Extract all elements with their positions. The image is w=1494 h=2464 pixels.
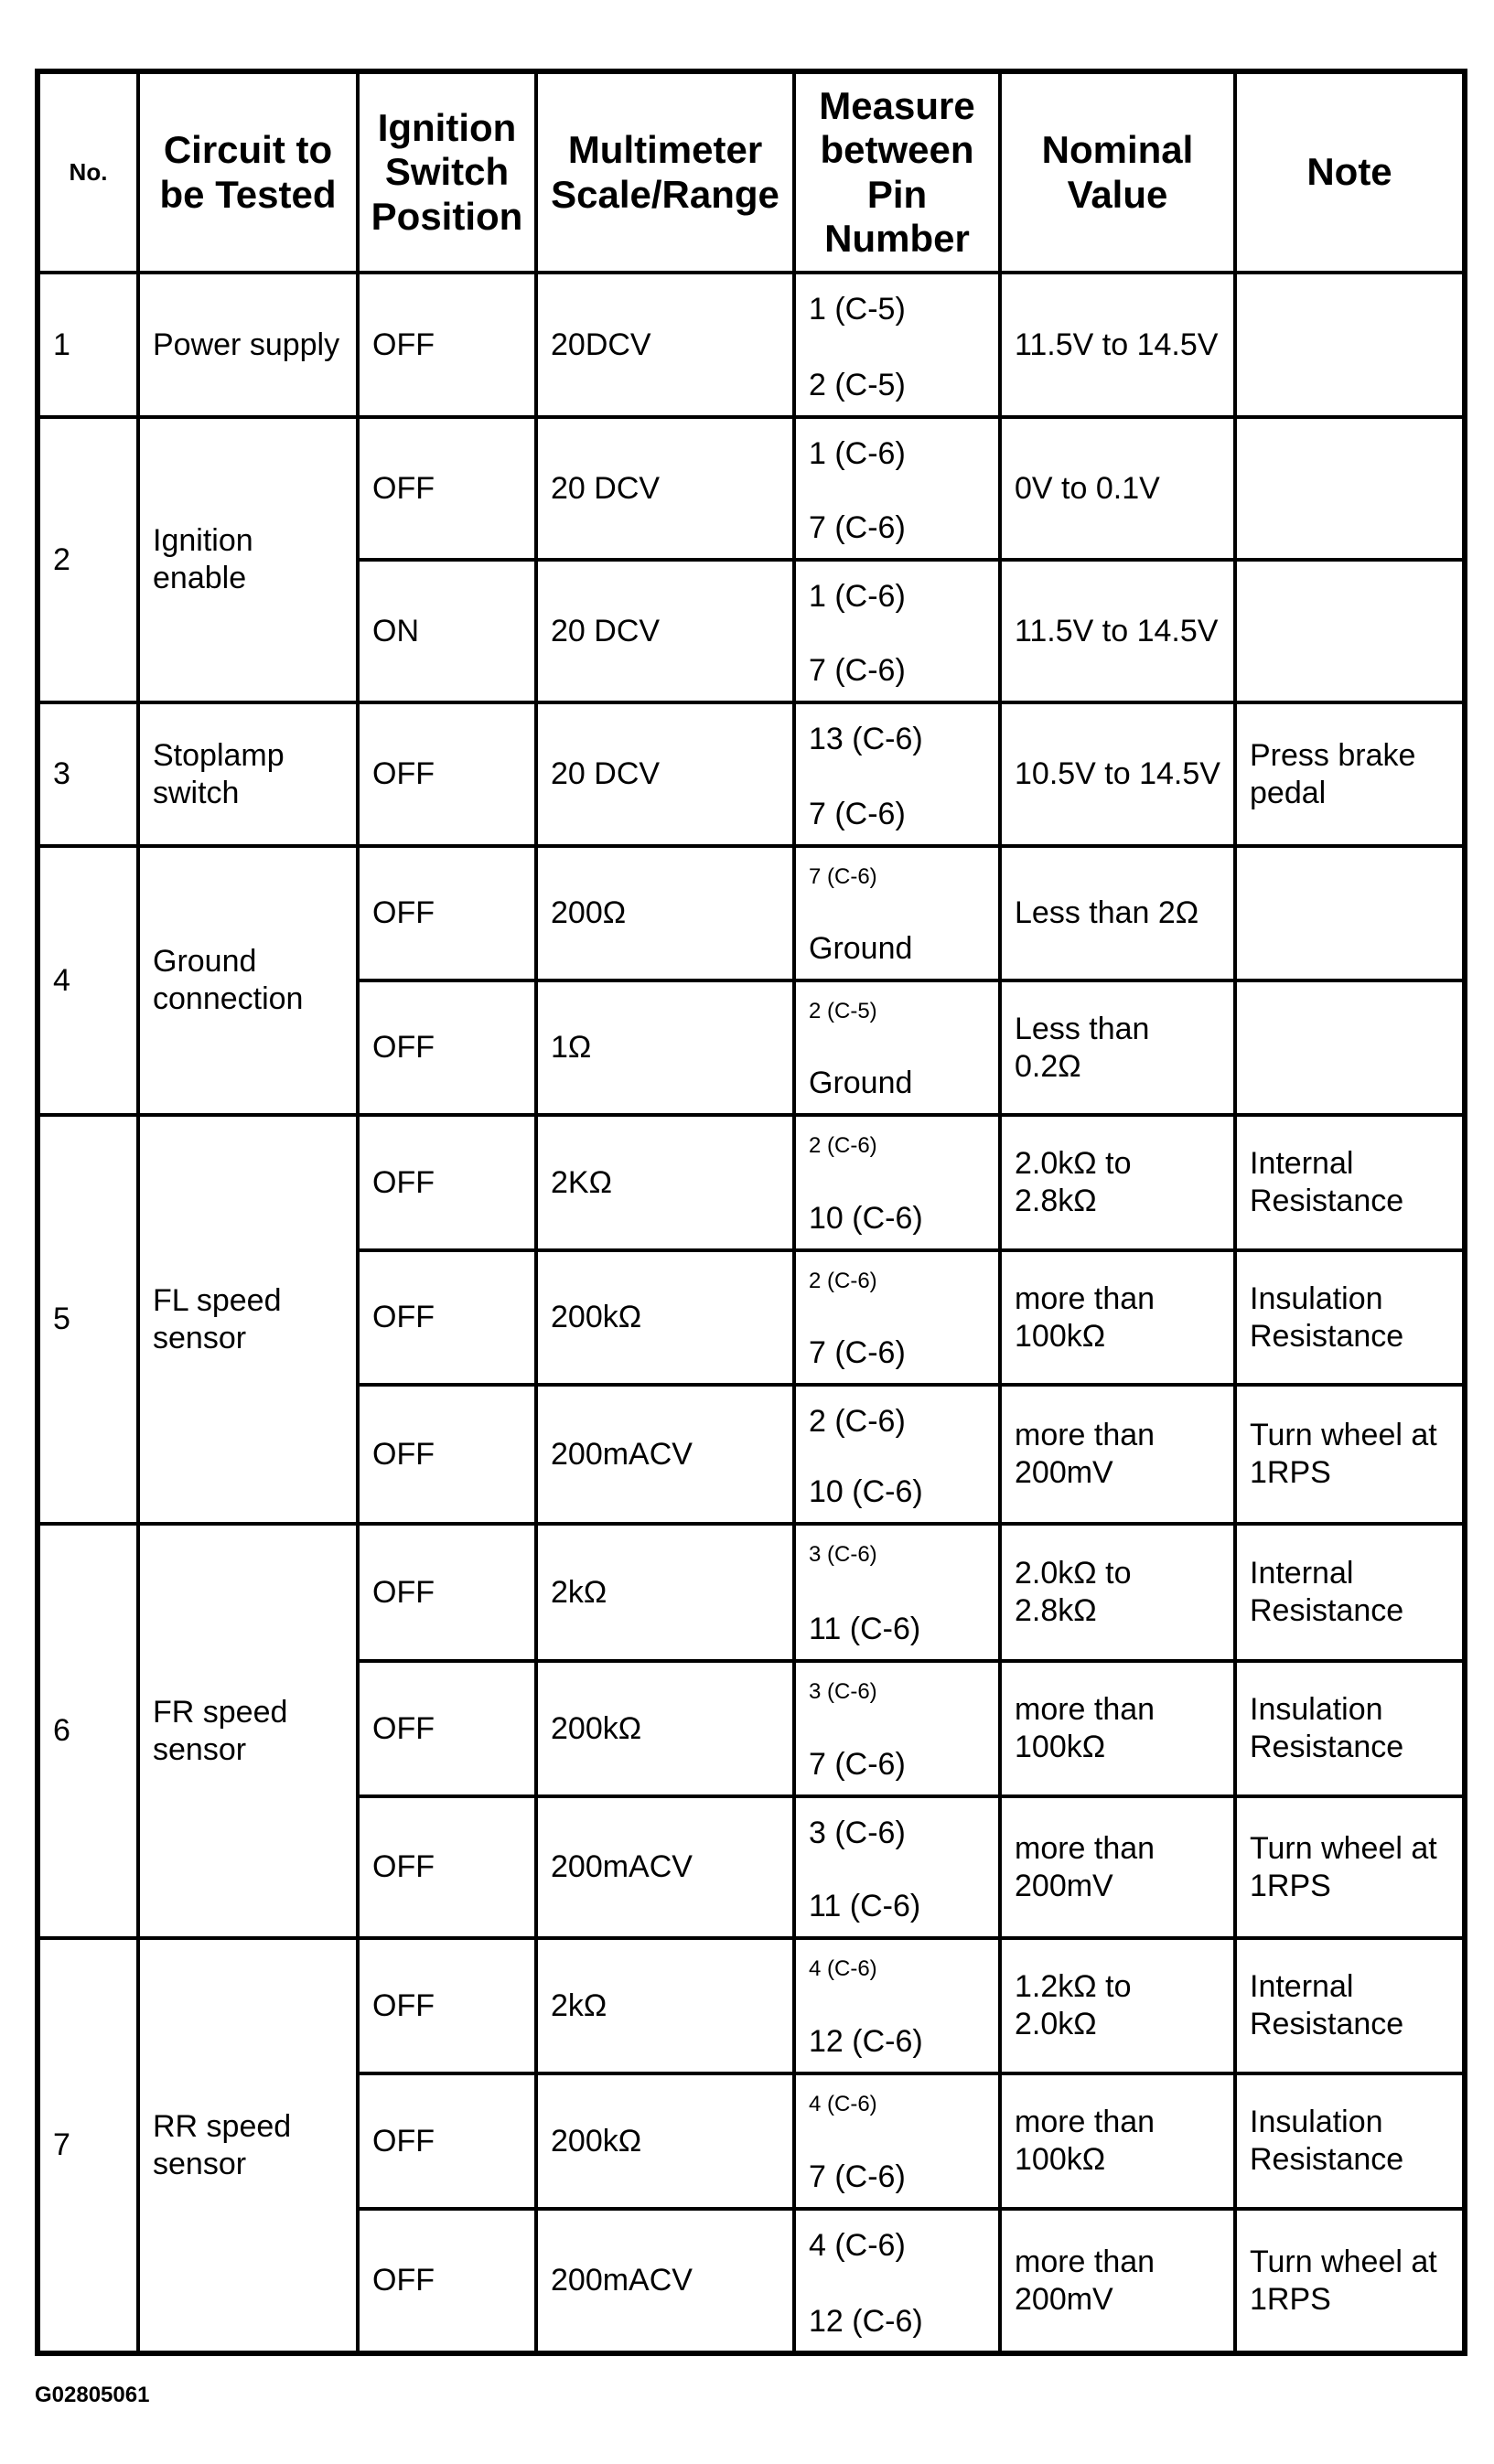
cell-no: 5: [38, 1115, 138, 1524]
cell-pins: [794, 1115, 1000, 1250]
figure-id: G02805061: [35, 2383, 150, 2407]
cell-ignition: OFF: [358, 1115, 536, 1250]
cell-ignition: OFF: [358, 273, 536, 417]
table-body: [38, 273, 1465, 2353]
cell-circuit: FL speed sensor: [138, 1115, 358, 1524]
cell-note: [1235, 273, 1465, 417]
cell-no: 1: [38, 273, 138, 417]
header-no: No.: [38, 71, 138, 273]
cell-pins: [794, 273, 1000, 417]
header-note: Note: [1235, 71, 1465, 273]
cell-scale: 200Ω: [536, 846, 794, 980]
cell-note: [1235, 846, 1465, 980]
cell-ignition: OFF: [358, 1796, 536, 1938]
cell-note: [1235, 417, 1465, 560]
pin-to: 7 (C-6): [809, 797, 906, 832]
cell-scale: 200mACV: [536, 1796, 794, 1938]
cell-nominal: 0V to 0.1V: [1000, 417, 1235, 560]
cell-scale: 200mACV: [536, 1385, 794, 1524]
pin-from: 1 (C-6): [809, 579, 906, 614]
cell-scale: 2kΩ: [536, 1524, 794, 1661]
pin-from: 2 (C-6): [809, 1404, 906, 1439]
cell-scale: 20 DCV: [536, 417, 794, 560]
pin-to: 7 (C-6): [809, 1335, 906, 1371]
cell-note: [1235, 560, 1465, 702]
cell-note: Insulation Resistance: [1235, 2073, 1465, 2209]
cell-ignition: OFF: [358, 1938, 536, 2073]
table-row: [38, 702, 1465, 846]
pin-from: 3 (C-6): [809, 1816, 906, 1850]
cell-scale: 20 DCV: [536, 702, 794, 846]
cell-scale: 2KΩ: [536, 1115, 794, 1250]
pin-from: 3 (C-6): [809, 1679, 877, 1704]
cell-note: Press brake pedal: [1235, 702, 1465, 846]
cell-circuit: Stoplamp switch: [138, 702, 358, 846]
table-row: [38, 846, 1465, 980]
cell-scale: 200kΩ: [536, 2073, 794, 2209]
cell-circuit: Ignition enable: [138, 417, 358, 702]
header-scale: Multimeter Scale/Range: [536, 71, 794, 273]
pin-from: 2 (C-6): [809, 1269, 877, 1293]
cell-scale: 2kΩ: [536, 1938, 794, 2073]
pin-from: 1 (C-6): [809, 436, 906, 471]
cell-no: 6: [38, 1524, 138, 1938]
cell-no: 2: [38, 417, 138, 702]
cell-scale: 1Ω: [536, 980, 794, 1115]
cell-pins: [794, 417, 1000, 560]
pin-to: 7 (C-6): [809, 653, 906, 689]
cell-note: Internal Resistance: [1235, 1938, 1465, 2073]
cell-nominal: 1.2kΩ to 2.0kΩ: [1000, 1938, 1235, 2073]
cell-note: Turn wheel at 1RPS: [1235, 2209, 1465, 2353]
pin-from: 7 (C-6): [809, 864, 877, 889]
cell-pins: [794, 1385, 1000, 1524]
header-circuit: Circuit to be Tested: [138, 71, 358, 273]
cell-note: Insulation Resistance: [1235, 1250, 1465, 1385]
table-row: [38, 417, 1465, 560]
cell-pins: [794, 1938, 1000, 2073]
table-row: [38, 1115, 1465, 1250]
header-measure: Measure between Pin Number: [794, 71, 1000, 273]
cell-note: Turn wheel at 1RPS: [1235, 1385, 1465, 1524]
cell-note: Internal Resistance: [1235, 1524, 1465, 1661]
header-nominal: Nominal Value: [1000, 71, 1235, 273]
cell-nominal: 11.5V to 14.5V: [1000, 560, 1235, 702]
cell-ignition: OFF: [358, 980, 536, 1115]
cell-nominal: more than 200mV: [1000, 2209, 1235, 2353]
cell-note: Internal Resistance: [1235, 1115, 1465, 1250]
header-ignition: Ignition Switch Position: [358, 71, 536, 273]
header-row: [38, 71, 1465, 273]
cell-scale: 200mACV: [536, 2209, 794, 2353]
cell-pins: [794, 560, 1000, 702]
cell-pins: [794, 846, 1000, 980]
pin-to: 12 (C-6): [809, 2303, 923, 2339]
cell-ignition: OFF: [358, 1250, 536, 1385]
cell-nominal: 2.0kΩ to 2.8kΩ: [1000, 1524, 1235, 1661]
cell-circuit: Ground connection: [138, 846, 358, 1115]
cell-nominal: more than 100kΩ: [1000, 1250, 1235, 1385]
cell-scale: 200kΩ: [536, 1250, 794, 1385]
cell-nominal: 2.0kΩ to 2.8kΩ: [1000, 1115, 1235, 1250]
cell-nominal: 10.5V to 14.5V: [1000, 702, 1235, 846]
cell-no: 4: [38, 846, 138, 1115]
pin-to: 10 (C-6): [809, 1201, 923, 1237]
cell-pins: [794, 1661, 1000, 1796]
cell-nominal: Less than 2Ω: [1000, 846, 1235, 980]
pin-to: 7 (C-6): [809, 2159, 906, 2195]
pin-to: 7 (C-6): [809, 1747, 906, 1783]
pin-to: Ground: [809, 931, 913, 967]
pin-to: 2 (C-5): [809, 368, 906, 403]
cell-pins: [794, 2209, 1000, 2353]
table-row: [38, 273, 1465, 417]
pin-to: 12 (C-6): [809, 2024, 923, 2060]
pin-to: Ground: [809, 1066, 913, 1101]
pin-from: 13 (C-6): [809, 722, 923, 756]
cell-circuit: Power supply: [138, 273, 358, 417]
cell-pins: [794, 980, 1000, 1115]
pin-from: 1 (C-5): [809, 292, 906, 327]
pin-from: 4 (C-6): [809, 2092, 877, 2116]
cell-nominal: 11.5V to 14.5V: [1000, 273, 1235, 417]
cell-circuit: RR speed sensor: [138, 1938, 358, 2353]
cell-scale: 20 DCV: [536, 560, 794, 702]
table-row: [38, 1938, 1465, 2073]
cell-pins: [794, 1796, 1000, 1938]
pin-to: 10 (C-6): [809, 1474, 923, 1510]
pin-to: 11 (C-6): [809, 1889, 921, 1924]
cell-ignition: OFF: [358, 1524, 536, 1661]
cell-pins: [794, 2073, 1000, 2209]
cell-ignition: OFF: [358, 2209, 536, 2353]
cell-ignition: OFF: [358, 702, 536, 846]
test-procedure-table: [35, 69, 1467, 2356]
cell-ignition: OFF: [358, 417, 536, 560]
pin-from: 4 (C-6): [809, 2227, 906, 2263]
pin-from: 4 (C-6): [809, 1956, 877, 1981]
cell-no: 7: [38, 1938, 138, 2353]
cell-note: Insulation Resistance: [1235, 1661, 1465, 1796]
cell-ignition: OFF: [358, 1385, 536, 1524]
cell-nominal: more than 100kΩ: [1000, 2073, 1235, 2209]
cell-ignition: ON: [358, 560, 536, 702]
cell-ignition: OFF: [358, 2073, 536, 2209]
pin-from: 3 (C-6): [809, 1542, 877, 1567]
cell-circuit: FR speed sensor: [138, 1524, 358, 1938]
cell-pins: [794, 1250, 1000, 1385]
cell-note: Turn wheel at 1RPS: [1235, 1796, 1465, 1938]
cell-nominal: more than 200mV: [1000, 1796, 1235, 1938]
cell-pins: [794, 1524, 1000, 1661]
cell-nominal: Less than 0.2Ω: [1000, 980, 1235, 1115]
cell-nominal: more than 100kΩ: [1000, 1661, 1235, 1796]
pin-to: 7 (C-6): [809, 510, 906, 546]
cell-ignition: OFF: [358, 1661, 536, 1796]
pin-to: 11 (C-6): [809, 1612, 921, 1647]
table-row: [38, 1524, 1465, 1661]
cell-scale: 20DCV: [536, 273, 794, 417]
cell-pins: [794, 702, 1000, 846]
cell-ignition: OFF: [358, 846, 536, 980]
cell-scale: 200kΩ: [536, 1661, 794, 1796]
cell-no: 3: [38, 702, 138, 846]
pin-from: 2 (C-6): [809, 1133, 877, 1158]
cell-note: [1235, 980, 1465, 1115]
cell-nominal: more than 200mV: [1000, 1385, 1235, 1524]
pin-from: 2 (C-5): [809, 999, 877, 1023]
